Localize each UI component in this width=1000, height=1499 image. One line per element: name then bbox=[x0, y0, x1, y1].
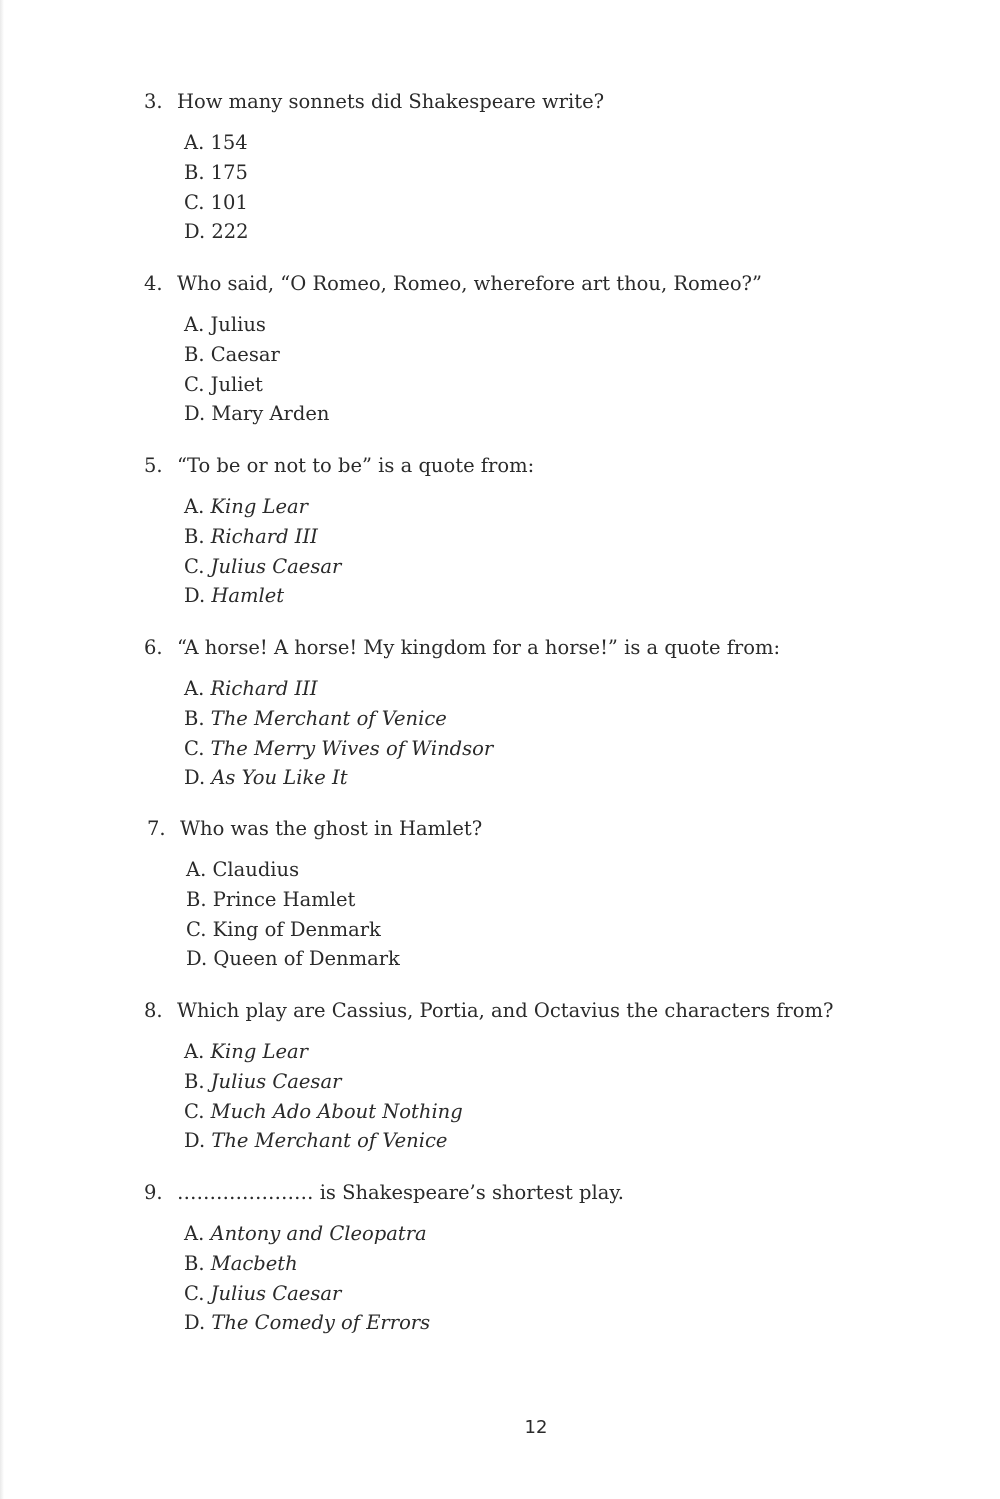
question-number: 3. bbox=[144, 90, 163, 113]
option-a: A. 154 bbox=[184, 131, 248, 154]
option-b: B. Prince Hamlet bbox=[186, 887, 356, 911]
question-text: Who was the ghost in Hamlet? bbox=[180, 817, 483, 840]
question-text: “To be or not to be” is a quote from: bbox=[177, 454, 535, 477]
question-number: 4. bbox=[144, 272, 163, 295]
option-d: D. The Comedy of Errors bbox=[184, 1311, 431, 1335]
page-edge-shadow bbox=[0, 0, 4, 1499]
option-c: C. King of Denmark bbox=[186, 917, 381, 941]
question-number: 9. bbox=[144, 1181, 163, 1204]
option-d: D. 222 bbox=[184, 220, 249, 244]
question-text: ………………… is Shakespeare’s shortest play. bbox=[177, 1181, 624, 1204]
question-text: Which play are Cassius, Portia, and Octavius the characters from? bbox=[177, 999, 834, 1022]
option-a: A. Claudius bbox=[186, 858, 300, 881]
option-c: C. Julius Caesar bbox=[184, 1281, 342, 1305]
option-b: B. The Merchant of Venice bbox=[184, 706, 447, 730]
option-a: A. King Lear bbox=[184, 1040, 308, 1063]
option-d: D. As You Like It bbox=[184, 766, 348, 790]
options-list bbox=[184, 128, 249, 247]
option-c: C. Juliet bbox=[184, 372, 263, 396]
option-b: B. 175 bbox=[184, 160, 248, 184]
options-list bbox=[184, 1037, 463, 1156]
question-number: 7. bbox=[147, 817, 166, 840]
option-c: C. 101 bbox=[184, 190, 248, 214]
page-number: 12 bbox=[524, 1417, 548, 1438]
question-number: 8. bbox=[144, 999, 163, 1022]
option-c: C. Julius Caesar bbox=[184, 554, 342, 578]
option-a: A. Antony and Cleopatra bbox=[184, 1222, 427, 1245]
options-list bbox=[184, 310, 329, 429]
question-text: Who said, “O Romeo, Romeo, wherefore art thou, Romeo?” bbox=[177, 272, 762, 295]
option-a: A. Richard III bbox=[184, 677, 318, 700]
option-b: B. Richard III bbox=[184, 524, 318, 548]
question-text: “A horse! A horse! My kingdom for a horse!” is a quote from: bbox=[177, 636, 781, 659]
options-list bbox=[184, 1219, 430, 1338]
question-number: 5. bbox=[144, 454, 163, 477]
question-number: 6. bbox=[144, 636, 163, 659]
option-c: C. Much Ado About Nothing bbox=[184, 1099, 463, 1123]
option-b: B. Julius Caesar bbox=[184, 1069, 342, 1093]
options-list bbox=[184, 492, 341, 611]
option-d: D. The Merchant of Venice bbox=[184, 1129, 448, 1153]
option-c: C. The Merry Wives of Windsor bbox=[184, 736, 494, 760]
question-text: How many sonnets did Shakespeare write? bbox=[177, 90, 605, 113]
option-d: D. Hamlet bbox=[184, 584, 285, 608]
option-d: D. Mary Arden bbox=[184, 402, 330, 426]
option-b: B. Caesar bbox=[184, 342, 280, 366]
option-d: D. Queen of Denmark bbox=[186, 947, 400, 971]
option-b: B. Macbeth bbox=[184, 1251, 298, 1275]
options-list bbox=[184, 674, 493, 793]
options-list bbox=[186, 855, 400, 974]
option-a: A. Julius bbox=[184, 313, 266, 336]
option-a: A. King Lear bbox=[184, 495, 308, 518]
